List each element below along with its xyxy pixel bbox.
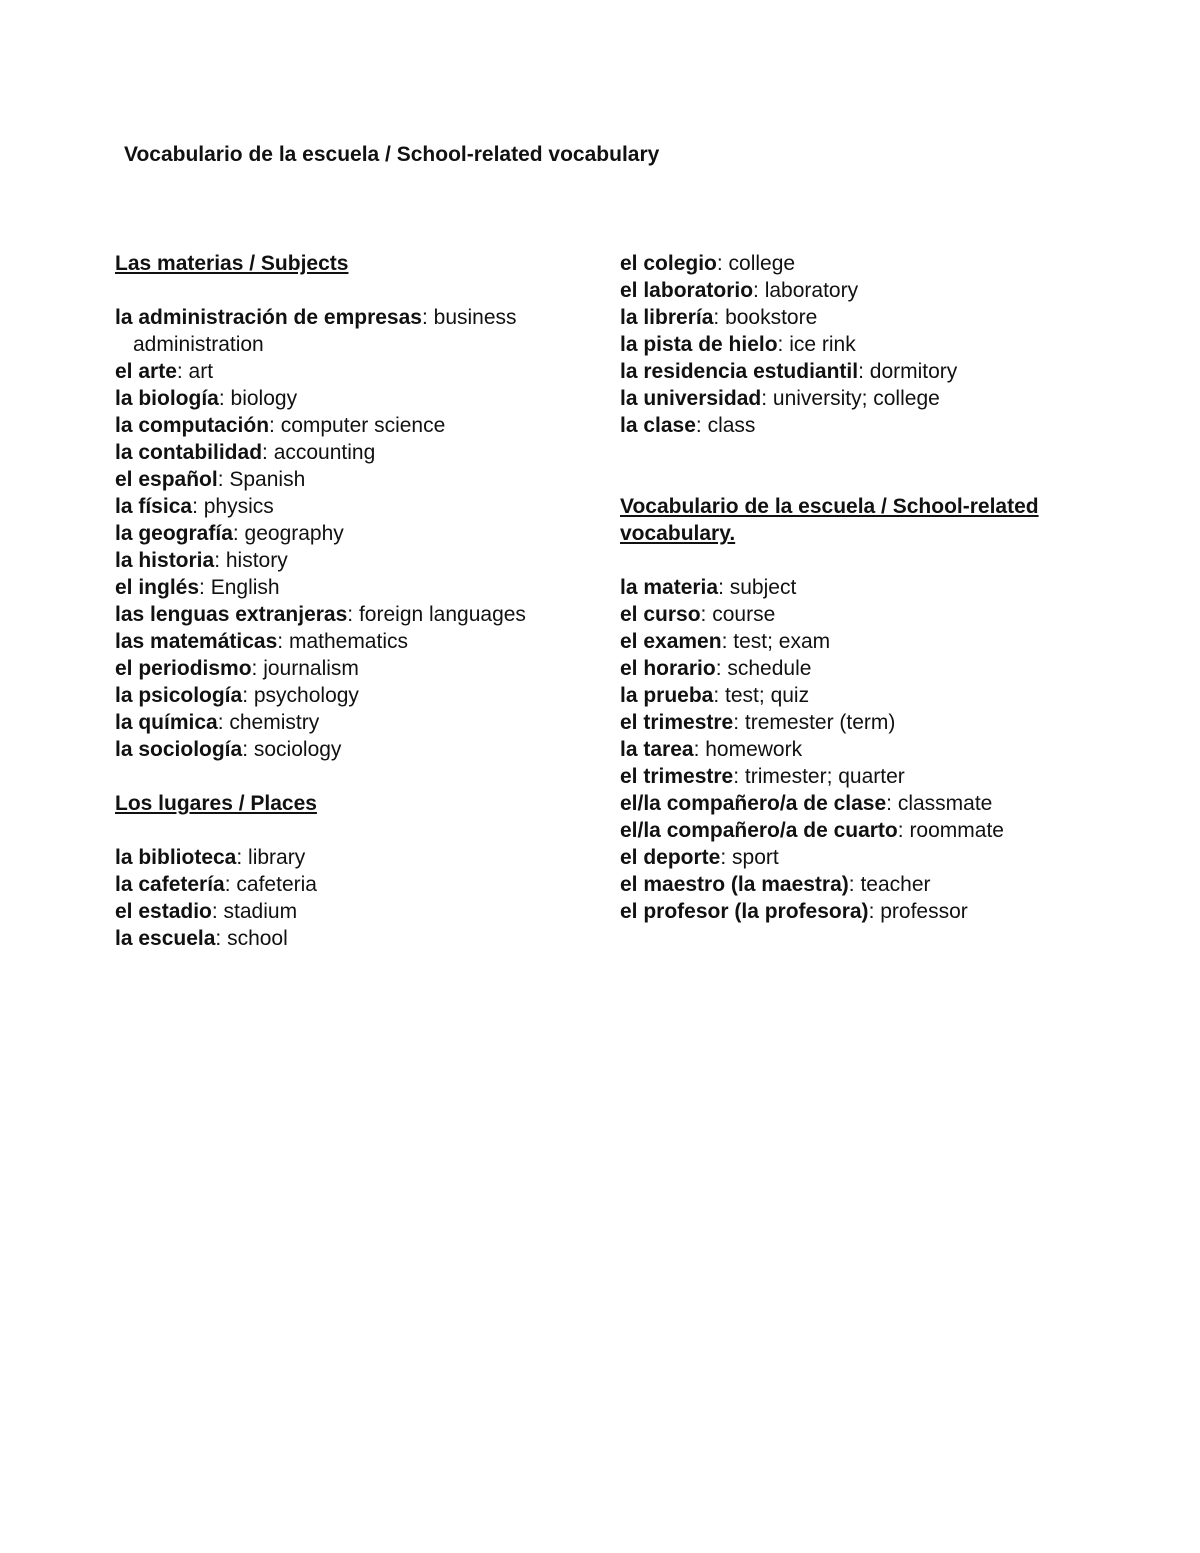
vocab-definition: cafeteria bbox=[236, 873, 317, 896]
vocab-term: la pista de hielo bbox=[620, 333, 778, 356]
vocab-term: la prueba bbox=[620, 684, 714, 707]
vocab-term: las lenguas extranjeras bbox=[115, 603, 348, 626]
vocab-term: la residencia estudiantil bbox=[620, 360, 859, 383]
vocab-entry: el estadio: stadium bbox=[115, 900, 298, 923]
vocab-entry: las lenguas extranjeras: foreign languages bbox=[115, 603, 526, 626]
vocab-entry: el laboratorio: laboratory bbox=[620, 279, 859, 302]
vocab-entry: el trimestre: tremester (term) bbox=[620, 711, 896, 734]
vocab-definition: Spanish bbox=[229, 468, 306, 491]
vocab-term: el periodismo bbox=[115, 657, 252, 680]
vocab-entry: el arte: art bbox=[115, 360, 214, 383]
page-title: Vocabulario de la escuela / School-related vocabulary bbox=[124, 143, 660, 166]
vocab-entry: la universidad: university; college bbox=[620, 387, 940, 410]
vocab-entry: la pista de hielo: ice rink bbox=[620, 333, 856, 356]
subjects-list bbox=[115, 304, 595, 763]
vocab-term: la tarea bbox=[620, 738, 694, 761]
vocab-entry: la biología: biology bbox=[115, 387, 298, 410]
vocab-entry: el inglés: English bbox=[115, 576, 280, 599]
vocab-definition: ice rink bbox=[789, 333, 856, 356]
vocab-definition: teacher bbox=[860, 873, 931, 896]
vocab-term: la universidad bbox=[620, 387, 762, 410]
vocab-term: el colegio bbox=[620, 252, 717, 275]
vocab-entry: el maestro (la maestra): teacher bbox=[620, 873, 931, 896]
vocab-term: la biblioteca bbox=[115, 846, 237, 869]
vocab-term: el inglés bbox=[115, 576, 200, 599]
vocab-term: el arte bbox=[115, 360, 177, 383]
vocab-term: el examen bbox=[620, 630, 722, 653]
vocab-entry: la materia: subject bbox=[620, 576, 797, 599]
vocab-definition: English bbox=[210, 576, 280, 599]
vocab-definition: sociology bbox=[253, 738, 342, 761]
vocab-definition: biology bbox=[230, 387, 298, 410]
vocab-term: la contabilidad bbox=[115, 441, 263, 464]
vocab-term: la geografía bbox=[115, 522, 233, 545]
vocab-term: la librería bbox=[620, 306, 714, 329]
vocab-entry: la librería: bookstore bbox=[620, 306, 818, 329]
places-continued-list bbox=[620, 250, 1090, 439]
vocab-entry: la clase: class bbox=[620, 414, 756, 437]
vocab-definition: professor bbox=[880, 900, 968, 923]
vocab-entry: las matemáticas: mathematics bbox=[115, 630, 408, 653]
school-vocab-heading: Vocabulario de la escuela / School-related vocabulary. bbox=[620, 495, 1039, 545]
vocab-term: la química bbox=[115, 711, 218, 734]
vocab-term: la historia bbox=[115, 549, 215, 572]
vocab-term: el/la compañero/a de clase bbox=[620, 792, 887, 815]
vocab-term: la cafetería bbox=[115, 873, 225, 896]
vocab-entry: el colegio: college bbox=[620, 252, 796, 275]
vocab-term: la materia bbox=[620, 576, 719, 599]
vocab-entry: la residencia estudiantil: dormitory bbox=[620, 360, 958, 383]
vocab-definition: classmate bbox=[897, 792, 993, 815]
vocab-definition: journalism bbox=[263, 657, 359, 680]
vocab-term: el estadio bbox=[115, 900, 212, 923]
vocab-term: el/la compañero/a de cuarto bbox=[620, 819, 898, 842]
vocab-definition: accounting bbox=[273, 441, 376, 464]
vocab-term: la clase bbox=[620, 414, 696, 437]
vocab-term: la biología bbox=[115, 387, 219, 410]
vocab-entry: el/la compañero/a de cuarto: roommate bbox=[620, 819, 1004, 842]
vocab-definition: foreign languages bbox=[358, 603, 526, 626]
vocab-definition: art bbox=[188, 360, 214, 383]
vocab-entry: el/la compañero/a de clase: classmate bbox=[620, 792, 993, 815]
vocab-entry: la escuela: school bbox=[115, 927, 288, 950]
vocab-definition: tremester (term) bbox=[744, 711, 896, 734]
vocab-term: las matemáticas bbox=[115, 630, 278, 653]
vocab-term: la física bbox=[115, 495, 193, 518]
vocab-definition: mathematics bbox=[288, 630, 408, 653]
vocab-term: el trimestre bbox=[620, 765, 734, 788]
right-column bbox=[620, 250, 1090, 925]
vocab-entry: la física: physics bbox=[115, 495, 274, 518]
vocab-definition: course bbox=[712, 603, 776, 626]
vocab-definition: computer science bbox=[280, 414, 446, 437]
vocab-definition: sport bbox=[732, 846, 779, 869]
vocab-entry: el deporte: sport bbox=[620, 846, 779, 869]
vocab-entry: el horario: schedule bbox=[620, 657, 812, 680]
vocab-entry: el examen: test; exam bbox=[620, 630, 831, 653]
school-vocab-list bbox=[620, 574, 1090, 925]
vocab-term: la sociología bbox=[115, 738, 243, 761]
vocab-definition: history bbox=[225, 549, 288, 572]
vocab-definition: homework bbox=[705, 738, 803, 761]
vocab-definition: physics bbox=[203, 495, 274, 518]
vocab-entry: la biblioteca: library bbox=[115, 846, 306, 869]
vocab-term: el laboratorio bbox=[620, 279, 754, 302]
vocab-entry: la psicología: psychology bbox=[115, 684, 359, 707]
places-list bbox=[115, 844, 595, 952]
vocab-term: la psicología bbox=[115, 684, 243, 707]
vocab-entry: la contabilidad: accounting bbox=[115, 441, 376, 464]
vocab-definition: laboratory bbox=[764, 279, 859, 302]
vocab-entry: la historia: history bbox=[115, 549, 288, 572]
vocab-definition: subject bbox=[729, 576, 797, 599]
vocab-definition: business administration bbox=[133, 306, 517, 356]
vocab-definition: roommate bbox=[909, 819, 1004, 842]
vocab-definition: geography bbox=[244, 522, 344, 545]
vocab-term: el español bbox=[115, 468, 218, 491]
vocab-definition: college bbox=[728, 252, 796, 275]
vocab-definition: school bbox=[227, 927, 288, 950]
vocab-term: el trimestre bbox=[620, 711, 734, 734]
vocab-definition: test; quiz bbox=[725, 684, 810, 707]
vocab-term: la administración de empresas bbox=[115, 306, 422, 329]
vocab-definition: stadium bbox=[223, 900, 298, 923]
vocab-term: el horario bbox=[620, 657, 716, 680]
vocab-term: el curso bbox=[620, 603, 701, 626]
vocab-entry: la tarea: homework bbox=[620, 738, 803, 761]
vocab-entry: la geografía: geography bbox=[115, 522, 344, 545]
vocab-term: la computación bbox=[115, 414, 270, 437]
vocab-entry: el periodismo: journalism bbox=[115, 657, 359, 680]
vocab-definition: psychology bbox=[253, 684, 359, 707]
vocab-definition: test; exam bbox=[733, 630, 831, 653]
vocab-entry: la cafetería: cafeteria bbox=[115, 873, 317, 896]
vocab-definition: trimester; quarter bbox=[744, 765, 905, 788]
subjects-heading: Las materias / Subjects bbox=[115, 252, 349, 275]
vocab-entry: la sociología: sociology bbox=[115, 738, 342, 761]
vocab-entry: la prueba: test; quiz bbox=[620, 684, 810, 707]
vocab-term: la escuela bbox=[115, 927, 216, 950]
vocab-term: el deporte bbox=[620, 846, 721, 869]
places-heading: Los lugares / Places bbox=[115, 792, 317, 815]
vocab-entry: el profesor (la profesora): professor bbox=[620, 900, 968, 923]
vocab-term: el maestro (la maestra) bbox=[620, 873, 849, 896]
vocab-entry: el español: Spanish bbox=[115, 468, 306, 491]
vocab-definition: library bbox=[248, 846, 306, 869]
vocab-definition: bookstore bbox=[725, 306, 818, 329]
vocab-definition: chemistry bbox=[229, 711, 320, 734]
vocab-entry: la química: chemistry bbox=[115, 711, 320, 734]
vocab-entry: el trimestre: trimester; quarter bbox=[620, 765, 905, 788]
vocab-definition: dormitory bbox=[869, 360, 958, 383]
left-column bbox=[115, 250, 595, 952]
vocab-definition: university; college bbox=[772, 387, 940, 410]
vocab-definition: schedule bbox=[727, 657, 812, 680]
vocab-term: el profesor (la profesora) bbox=[620, 900, 869, 923]
vocab-definition: class bbox=[707, 414, 756, 437]
vocab-entry: la computación: computer science bbox=[115, 414, 446, 437]
vocab-entry: la administración de empresas: business administration bbox=[115, 306, 517, 356]
vocab-entry: el curso: course bbox=[620, 603, 776, 626]
